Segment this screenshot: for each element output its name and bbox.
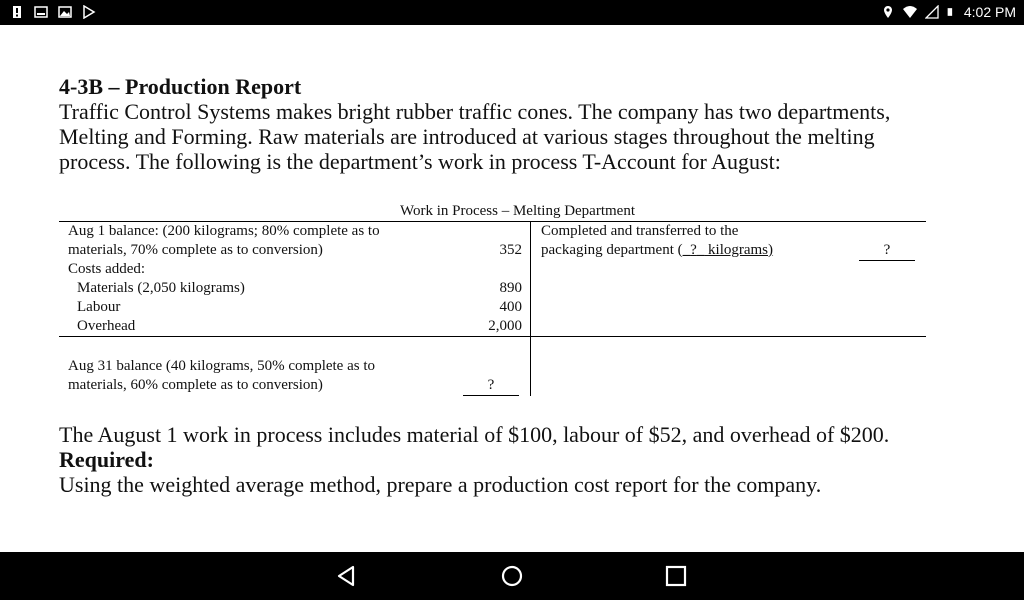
home-icon[interactable]: [500, 564, 524, 588]
closing-line: The August 1 work in process includes material of $100, labour of $52, and overhead of $200.: [59, 422, 890, 447]
t-account: [59, 203, 926, 398]
transferred-line-2: [541, 241, 773, 260]
t-account-balance-rule: [59, 336, 926, 337]
status-bar: [0, 0, 1024, 25]
ending-balance-line-1: Aug 31 balance (40 kilograms, 50% complete as to: [68, 358, 376, 374]
transferred-amount: [859, 241, 915, 261]
ending-balance-line-2: materials, 60% complete as to conversion): [68, 377, 323, 393]
overhead-label: Overhead: [77, 318, 136, 334]
battery-icon: [947, 5, 956, 19]
t-account-center-rule: [530, 221, 531, 396]
beginning-balance-line-1: Aug 1 balance: (200 kilograms; 80% complete as to: [68, 223, 380, 239]
document-intro: [59, 74, 959, 174]
intro-line-3: process. The following is the department’s work in process T-Account for August:: [59, 149, 781, 174]
materials-amount: 890: [499, 280, 522, 296]
page-title: 4-3B – Production Report: [59, 74, 302, 99]
signal-icon: [925, 5, 939, 19]
materials-label: Materials (2,050 kilograms): [77, 280, 245, 296]
required-text: Using the weighted average method, prepare a production cost report for the company.: [59, 472, 822, 497]
wifi-icon: [903, 5, 917, 19]
transferred-amount-blank: ?: [859, 241, 915, 261]
transferred-line-1: Completed and transferred to the: [541, 223, 739, 239]
notification-icons: [10, 5, 96, 19]
navigation-bar: [0, 552, 1024, 600]
labour-label: Labour: [77, 299, 121, 315]
transferred-prefix: packaging department (: [541, 242, 683, 258]
labour-amount: 400: [499, 299, 522, 315]
transferred-kilograms-blank: _?_ kilograms): [682, 242, 774, 258]
back-icon[interactable]: [335, 564, 359, 588]
gallery-icon: [58, 5, 72, 19]
system-icons: [881, 4, 1016, 20]
intro-line-2: Melting and Forming. Raw materials are introduced at various stages throughout the melting: [59, 124, 875, 149]
clock: 4:02 PM: [963, 4, 1016, 20]
document-requirements: [59, 422, 959, 497]
recents-icon[interactable]: [664, 564, 688, 588]
costs-added-label: Costs added:: [68, 261, 146, 277]
alert-icon: [10, 5, 24, 19]
beginning-balance-amount: 352: [499, 242, 522, 258]
ending-balance-blank: ?: [463, 376, 519, 396]
location-icon: [881, 5, 895, 19]
t-account-title: Work in Process – Melting Department: [400, 203, 635, 219]
play-store-icon: [82, 5, 96, 19]
overhead-amount: 2,000: [488, 318, 522, 334]
intro-line-1: Traffic Control Systems makes bright rubber traffic cones. The company has two departments,: [59, 99, 891, 124]
required-label: Required:: [59, 447, 154, 472]
ending-balance-amount: [463, 376, 519, 396]
download-icon: [34, 5, 48, 19]
beginning-balance-line-2: materials, 70% complete as to conversion): [68, 242, 323, 258]
